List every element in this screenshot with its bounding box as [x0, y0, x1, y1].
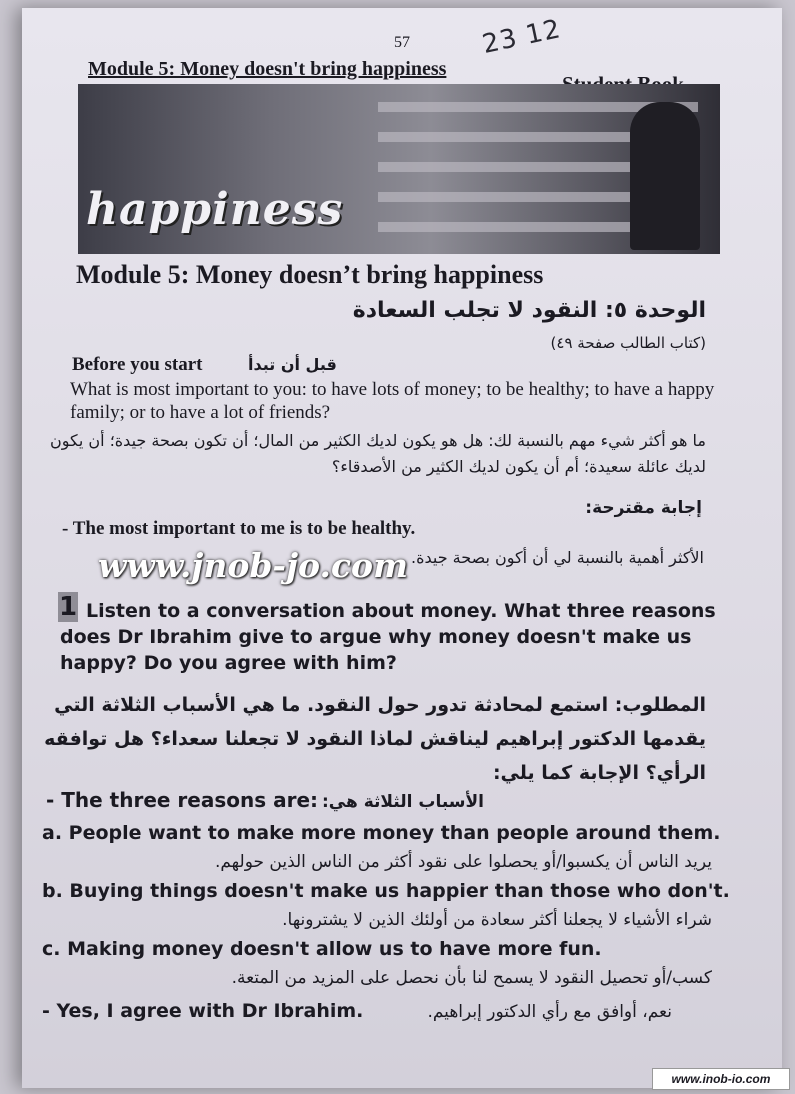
reason-c: c. Making money doesn't allow us to have more fun.	[42, 938, 602, 960]
module-header: Module 5: Money doesn't bring happiness	[88, 58, 447, 80]
before-you-start-heading: Before you start	[72, 354, 203, 375]
page-number: 57	[394, 34, 410, 51]
suggested-answer-label: إجابة مقترحة:	[585, 498, 702, 518]
question-text: What is most important to you: to have lots of money; to be healthy; to have a happy family; or to have a lot of friends?	[70, 379, 715, 423]
reason-b: b. Buying things doesn't make us happier than those who don't.	[42, 880, 730, 902]
exercise-instructions-arabic: المطلوب: استمع لمحادثة تدور حول النقود. ما هي الأسباب الثلاثة التي يقدمها الدكتور إبراهيم ليناقش لماذا النقود لا تجعلنا سعداء؟ هل توافقه الرأي؟ الإجابة كما يلي:	[44, 694, 706, 784]
watermark: www.jnob-jo.com	[98, 546, 408, 585]
reasons-label: - The three reasons are:	[46, 788, 319, 812]
reason-a: a. People want to make more money than people around them.	[42, 822, 721, 844]
shopper-figure	[630, 102, 700, 250]
answer-arabic: الأكثر أهمية بالنسبة لي أن أكون بصحة جيدة.	[411, 548, 704, 567]
book-page	[22, 8, 782, 1088]
reason-c-arabic: كسب/أو تحصيل النقود لا يسمح لنا بأن نحصل على المزيد من المتعة.	[231, 968, 712, 988]
footer-url: www.inob-io.com	[652, 1068, 790, 1090]
reasons-label-arabic: الأسباب الثلاثة هي:	[322, 792, 484, 812]
exercise-number: 1	[58, 592, 78, 622]
reason-a-arabic: يريد الناس أن يكسبوا/أو يحصلوا على نقود أكثر من الناس الذين حولهم.	[214, 852, 712, 872]
module-title-arabic: الوحدة ٥: النقود لا تجلب السعادة	[352, 298, 706, 323]
book-reference: (كتاب الطالب صفحة ٤٩)	[550, 334, 706, 352]
agree-answer-arabic: نعم، أوافق مع رأي الدكتور إبراهيم.	[427, 1002, 672, 1022]
before-you-start-arabic: قبل أن تبدأ	[248, 355, 337, 374]
happiness-banner-image	[78, 84, 720, 254]
banner-word: happiness	[86, 184, 344, 235]
handwritten-note: 23 12	[479, 14, 564, 60]
agree-answer: - Yes, I agree with Dr Ibrahim.	[42, 1000, 364, 1022]
module-title: Module 5: Money doesn’t bring happiness	[76, 260, 544, 289]
exercise-instructions: Listen to a conversation about money. What three reasons does Dr Ibrahim give to argue why money doesn't make us happy? Do you agree with him?	[60, 600, 716, 674]
question-arabic: ما هو أكثر شيء مهم بالنسبة لك: هل هو يكون لديك الكثير من المال؛ أن تكون بصحة جيدة؛ أن يكون لديك عائلة سعيدة؛ أم أن يكون لديك الكثير من الأصدقاء؟	[50, 431, 706, 476]
reason-b-arabic: شراء الأشياء لا يجعلنا أكثر سعادة من أولئك الذين لا يشترونها.	[282, 910, 712, 930]
answer-text: - The most important to me is to be healthy.	[62, 518, 416, 539]
